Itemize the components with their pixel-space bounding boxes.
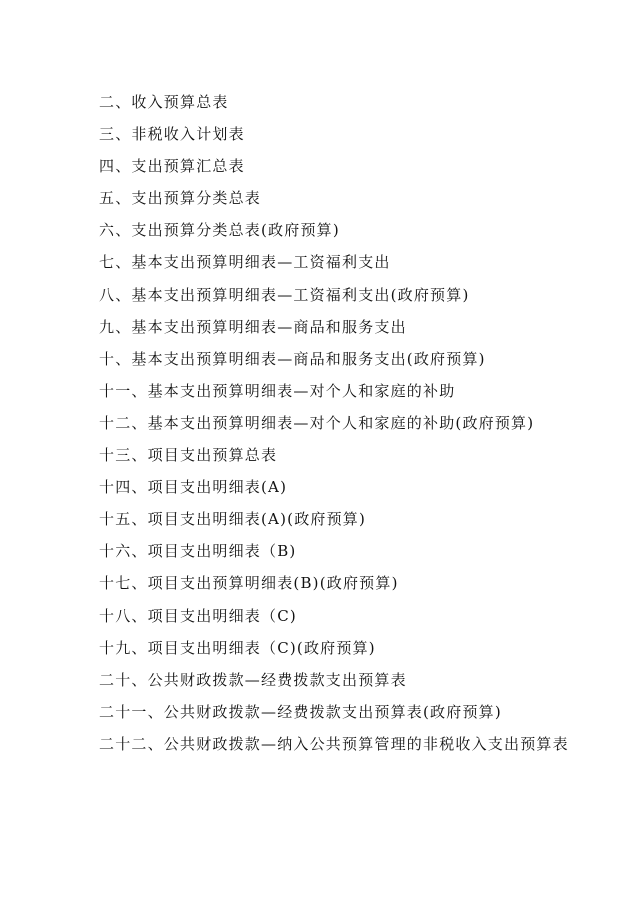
toc-item-5: 五、支出预算分类总表 <box>99 189 262 208</box>
toc-item-22: 二十二、公共财政拨款—纳入公共预算管理的非税收入支出预算表 <box>99 734 569 753</box>
table-of-contents <box>99 86 569 760</box>
toc-item-2: 二、收入预算总表 <box>99 93 229 111</box>
toc-item-13: 十三、项目支出预算总表 <box>99 446 278 465</box>
toc-item-12: 十二、基本支出预算明细表—对个人和家庭的补助(政府预算) <box>99 413 535 432</box>
toc-item-19: 十九、项目支出明细表（C)(政府预算) <box>99 638 376 657</box>
toc-item-21: 二十一、公共财政拨款—经费拨款支出预算表(政府预算) <box>99 702 502 721</box>
toc-item-17: 十七、项目支出预算明细表(B)(政府预算) <box>99 574 399 593</box>
toc-item-4: 四、支出预算汇总表 <box>99 157 245 176</box>
toc-item-3: 三、非税收入计划表 <box>99 125 245 144</box>
toc-item-11: 十一、基本支出预算明细表—对个人和家庭的补助 <box>99 381 456 400</box>
toc-item-14: 十四、项目支出明细表(A) <box>99 478 288 497</box>
toc-item-15: 十五、项目支出明细表(A)(政府预算) <box>99 510 367 529</box>
toc-item-18: 十八、项目支出明细表（C) <box>99 606 297 625</box>
toc-item-6: 六、支出预算分类总表(政府预算) <box>99 221 340 240</box>
toc-item-20: 二十、公共财政拨款—经费拨款支出预算表 <box>99 670 407 689</box>
toc-item-7: 七、基本支出预算明细表—工资福利支出 <box>99 253 391 272</box>
toc-item-8: 八、基本支出预算明细表—工资福利支出(政府预算) <box>99 285 470 304</box>
toc-item-10: 十、基本支出预算明细表—商品和服务支出(政府预算) <box>99 349 486 368</box>
toc-item-16: 十六、项目支出明细表（B) <box>99 542 297 561</box>
toc-item-9: 九、基本支出预算明细表—商品和服务支出 <box>99 317 407 336</box>
